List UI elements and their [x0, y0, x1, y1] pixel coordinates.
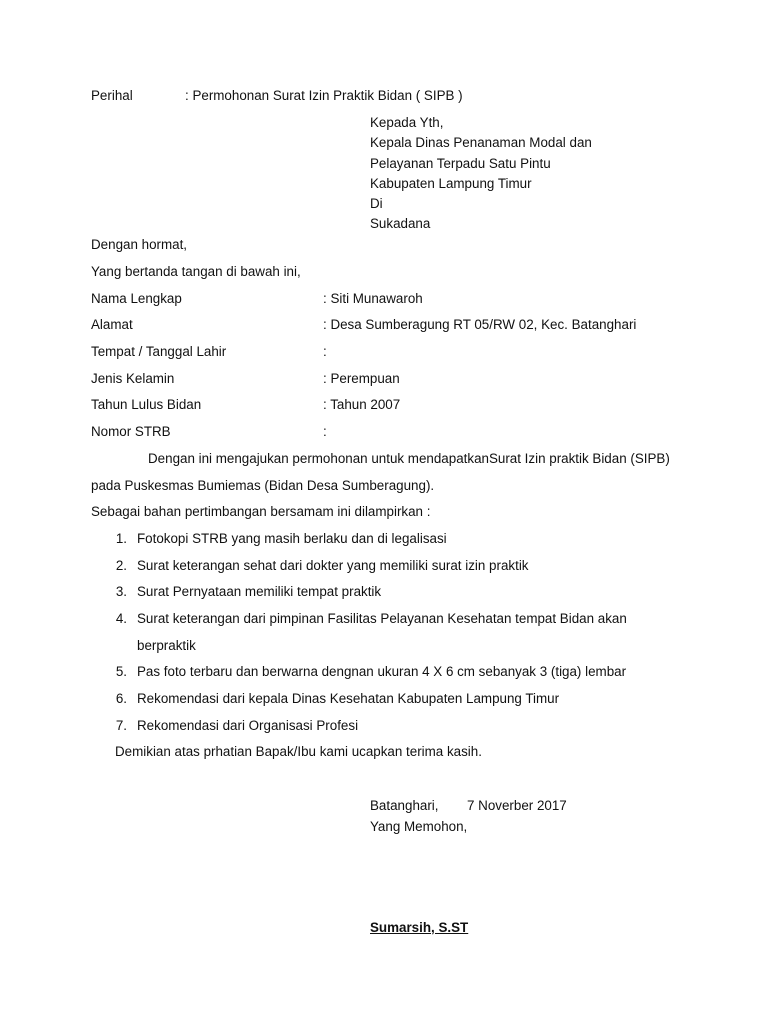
address-line: Kepada Yth,	[370, 115, 444, 130]
body-paragraph-line1: Dengan ini mengajukan permohonan untuk mendapatkanSurat Izin praktik Bidan (SIPB)	[148, 451, 670, 466]
field-label: Tempat / Tanggal Lahir	[91, 344, 227, 359]
field-label: Nama Lengkap	[91, 291, 182, 306]
field-label: Jenis Kelamin	[91, 371, 175, 386]
signature-place: Batanghari,	[370, 798, 439, 813]
list-item: Pas foto terbaru dan berwarna dengnan ukuran 4 X 6 cm sebanyak 3 (tiga) lembar	[137, 664, 627, 679]
list-item-number: 7.	[115, 718, 127, 733]
signature-date: 7 Noverber 2017	[467, 798, 567, 813]
field-value: :	[323, 344, 327, 359]
greeting: Dengan hormat,	[91, 237, 188, 252]
list-item: Rekomendasi dari kepala Dinas Kesehatan Kabupaten Lampung Timur	[137, 691, 560, 706]
body-paragraph-line2: pada Puskesmas Bumiemas (Bidan Desa Sumberagung).	[91, 478, 435, 493]
field-value: : Perempuan	[323, 371, 400, 386]
list-item: Surat keterangan sehat dari dokter yang memiliki surat izin praktik	[137, 558, 529, 573]
list-item-number: 1.	[115, 531, 127, 546]
signature-role: Yang Memohon,	[370, 819, 468, 834]
intro-text: Yang bertanda tangan di bawah ini,	[91, 264, 301, 279]
field-label: Alamat	[91, 317, 133, 332]
address-line: Sukadana	[370, 216, 431, 231]
field-value: : Siti Munawaroh	[323, 291, 423, 306]
list-item-number: 4.	[115, 611, 127, 626]
address-line: Di	[370, 196, 383, 211]
list-item: Surat keterangan dari pimpinan Fasilitas Pelayanan Kesehatan tempat Bidan akan	[137, 611, 627, 626]
list-item: Rekomendasi dari Organisasi Profesi	[137, 718, 359, 733]
field-value: :	[323, 424, 327, 439]
field-value: : Desa Sumberagung RT 05/RW 02, Kec. Batanghari	[323, 317, 637, 332]
address-line: Kepala Dinas Penanaman Modal dan	[370, 135, 592, 150]
perihal-value: : Permohonan Surat Izin Praktik Bidan ( SIPB )	[185, 88, 463, 103]
address-line: Pelayanan Terpadu Satu Pintu	[370, 156, 551, 171]
field-value: : Tahun 2007	[323, 397, 401, 412]
field-label: Tahun Lulus Bidan	[91, 397, 202, 412]
field-label: Nomor STRB	[91, 424, 171, 439]
list-item-number: 5.	[115, 664, 127, 679]
list-item: Surat Pernyataan memiliki tempat praktik	[137, 584, 382, 599]
perihal-label: Perihal	[91, 88, 133, 103]
list-item-number: 2.	[115, 558, 127, 573]
signature-name: Sumarsih, S.ST	[370, 920, 469, 935]
list-item-number: 6.	[115, 691, 127, 706]
list-item: Fotokopi STRB yang masih berlaku dan di legalisasi	[137, 531, 447, 546]
list-item-number: 3.	[115, 584, 127, 599]
closing-text: Demikian atas prhatian Bapak/Ibu kami ucapkan terima kasih.	[115, 744, 482, 759]
list-item-continuation: berpraktik	[137, 638, 196, 653]
attachments-intro: Sebagai bahan pertimbangan bersamam ini dilampirkan :	[91, 504, 431, 519]
address-line: Kabupaten Lampung Timur	[370, 176, 532, 191]
